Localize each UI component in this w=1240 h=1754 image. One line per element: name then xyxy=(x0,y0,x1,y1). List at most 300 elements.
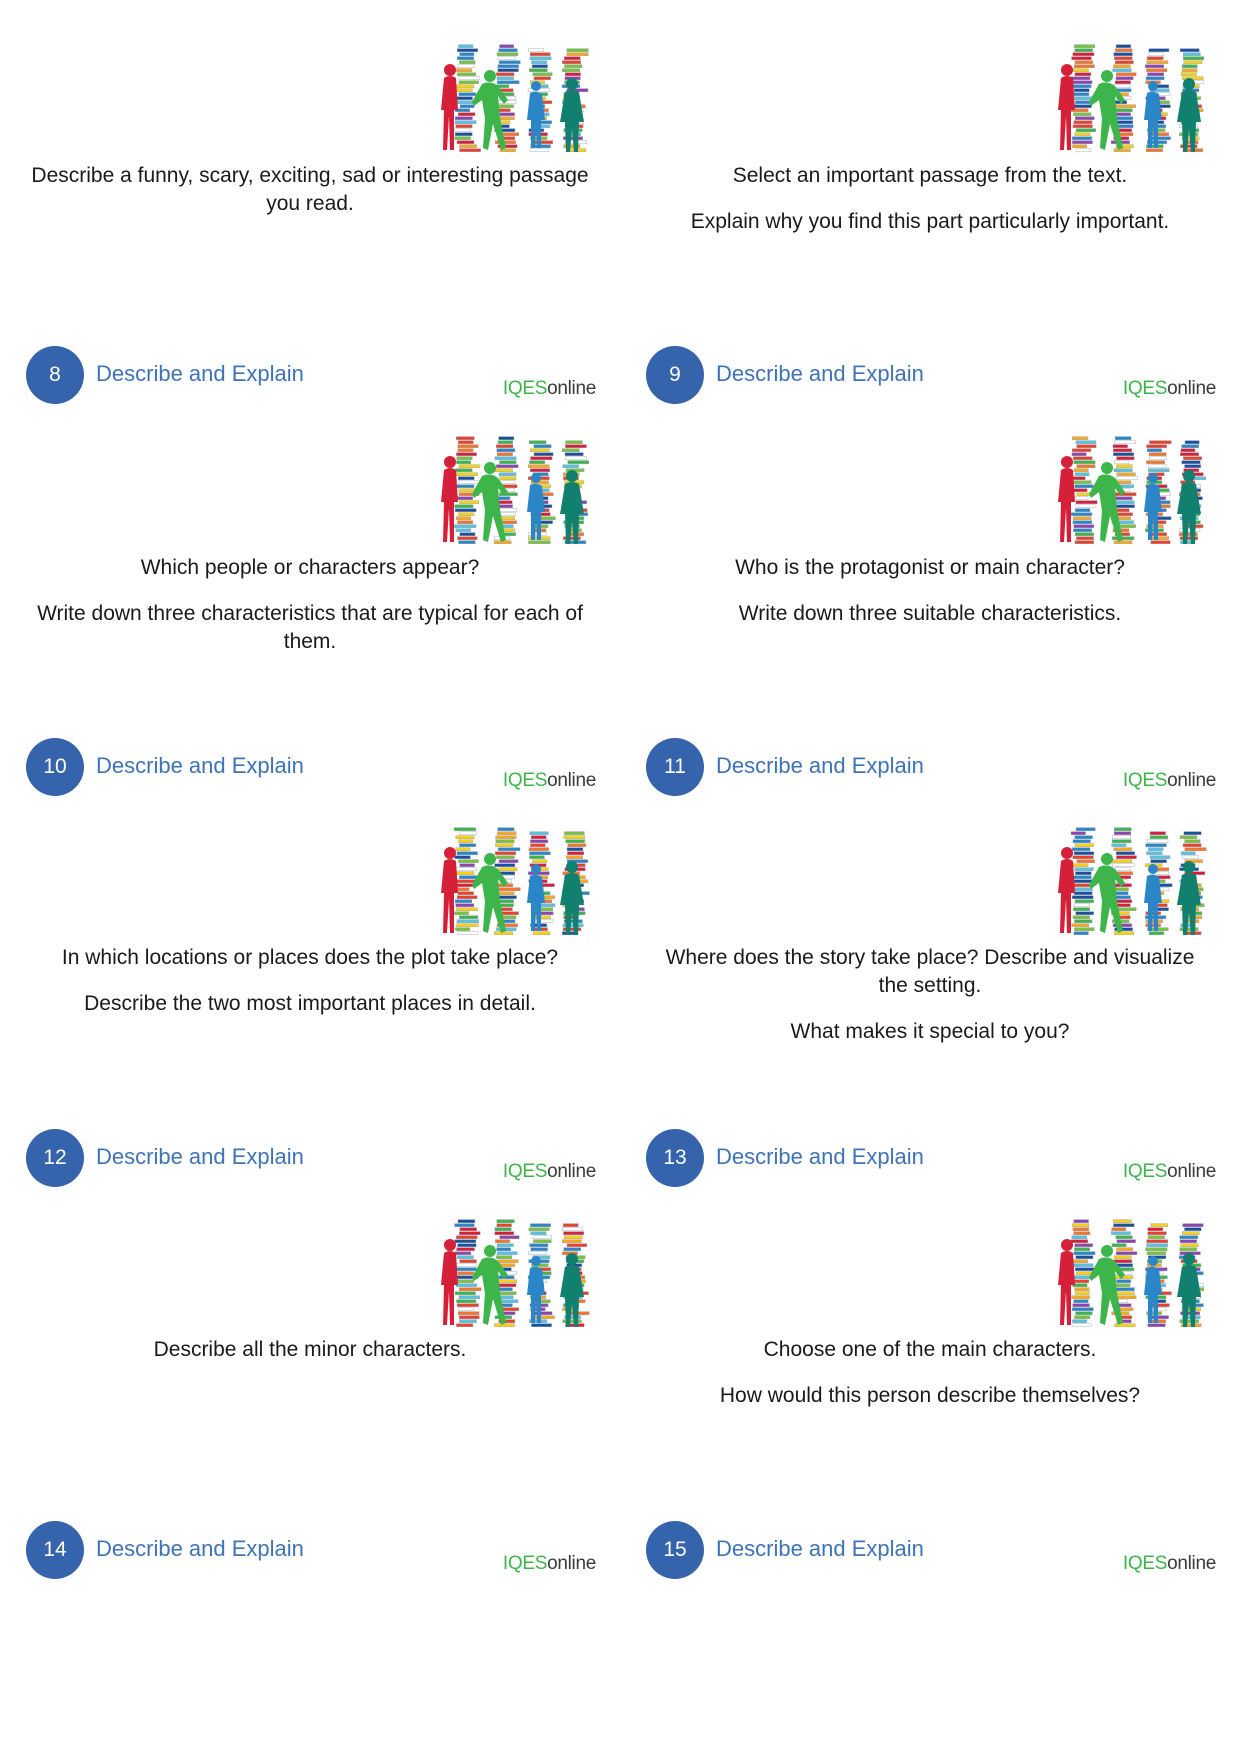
book xyxy=(1116,852,1134,855)
book xyxy=(497,53,518,56)
book xyxy=(456,924,478,927)
book xyxy=(1075,73,1091,76)
book xyxy=(1073,856,1094,859)
book xyxy=(1075,868,1094,871)
book xyxy=(459,876,478,879)
book xyxy=(495,469,513,472)
book xyxy=(456,868,476,871)
book xyxy=(1149,49,1169,52)
book xyxy=(1147,852,1163,855)
book xyxy=(459,1320,476,1323)
book xyxy=(567,49,589,52)
book xyxy=(563,1224,578,1227)
book xyxy=(1115,505,1135,508)
book xyxy=(1117,473,1136,476)
book xyxy=(567,1244,587,1247)
book xyxy=(1148,1232,1167,1235)
book xyxy=(455,900,472,903)
book xyxy=(1150,537,1169,540)
book xyxy=(1072,1296,1090,1299)
book xyxy=(495,864,515,867)
readers-with-book-stacks-icon xyxy=(1055,40,1215,158)
card-footer xyxy=(26,1521,596,1581)
book xyxy=(1074,920,1092,923)
book xyxy=(1075,1292,1089,1295)
book xyxy=(1073,529,1091,532)
book xyxy=(498,57,516,60)
book xyxy=(531,457,553,460)
brand-part1: IQES xyxy=(1122,378,1168,399)
book xyxy=(529,441,546,444)
book xyxy=(1076,129,1096,132)
brand-part1: IQES xyxy=(502,1553,548,1574)
book xyxy=(495,844,512,847)
card-prompt xyxy=(30,162,590,218)
book xyxy=(460,1260,477,1263)
prompt-paragraph: Write down three characteristics that are typical for each of them. xyxy=(37,602,583,653)
book xyxy=(460,864,475,867)
book xyxy=(1146,924,1161,927)
book xyxy=(1185,441,1199,444)
book xyxy=(1181,1244,1199,1247)
book xyxy=(1074,892,1092,895)
book xyxy=(1076,501,1097,504)
book xyxy=(1075,836,1093,839)
book xyxy=(1147,1240,1168,1243)
book xyxy=(1115,61,1133,64)
book xyxy=(568,461,589,464)
book xyxy=(530,149,549,152)
book xyxy=(1074,1248,1089,1251)
book xyxy=(496,1256,512,1259)
book xyxy=(1116,45,1131,48)
book xyxy=(1113,69,1132,72)
book xyxy=(1181,449,1195,452)
prompt-paragraph: Who is the protagonist or main character? xyxy=(735,556,1125,579)
book xyxy=(1185,848,1206,851)
book xyxy=(455,121,476,124)
book xyxy=(1148,1228,1163,1231)
book xyxy=(1075,49,1093,52)
book xyxy=(1076,1312,1093,1315)
book xyxy=(496,856,514,859)
book xyxy=(1116,73,1136,76)
book xyxy=(1114,469,1132,472)
book xyxy=(1116,477,1137,480)
book xyxy=(529,1228,549,1231)
book xyxy=(456,848,470,851)
book xyxy=(1182,461,1201,464)
book xyxy=(533,73,552,76)
book xyxy=(1074,1252,1095,1255)
task-card-13 xyxy=(620,783,1240,1221)
book xyxy=(1074,880,1092,883)
book xyxy=(562,449,579,452)
book xyxy=(458,1220,475,1223)
card-category: Describe and Explain xyxy=(716,361,924,386)
brand-part2: online xyxy=(1167,770,1216,791)
book xyxy=(1072,449,1091,452)
book xyxy=(497,77,514,80)
book xyxy=(1072,848,1090,851)
book xyxy=(529,1252,546,1255)
book xyxy=(498,848,520,851)
book xyxy=(1076,441,1096,444)
book xyxy=(533,1236,552,1239)
book xyxy=(1073,125,1093,128)
book xyxy=(1116,465,1132,468)
book xyxy=(1147,445,1167,448)
book xyxy=(1114,461,1129,464)
prompt-paragraph: Select an important passage from the text. xyxy=(732,164,1128,187)
book xyxy=(456,97,472,100)
book xyxy=(1182,69,1197,72)
prompt-paragraph: Describe all the minor characters. xyxy=(153,1338,467,1361)
book xyxy=(455,1252,471,1255)
prompt-paragraph: Choose one of the main characters. xyxy=(763,1338,1097,1361)
book xyxy=(1181,852,1195,855)
book xyxy=(530,53,550,56)
book xyxy=(564,832,584,835)
book xyxy=(1147,1252,1166,1255)
book xyxy=(1077,860,1095,863)
prompt-paragraph: What makes it special to you? xyxy=(790,1020,1070,1043)
book xyxy=(532,65,547,68)
task-card-12 xyxy=(0,783,620,1221)
book xyxy=(1185,465,1201,468)
book xyxy=(458,513,474,516)
book xyxy=(1072,145,1086,148)
book xyxy=(1114,832,1131,835)
card-category: Describe and Explain xyxy=(96,1144,304,1169)
book xyxy=(455,89,472,92)
book xyxy=(458,892,474,895)
book xyxy=(1112,860,1132,863)
book xyxy=(459,93,476,96)
book xyxy=(1075,509,1090,512)
book xyxy=(497,1252,517,1255)
book xyxy=(1114,149,1130,152)
book xyxy=(457,1256,473,1259)
book xyxy=(457,872,475,875)
book xyxy=(1075,541,1094,544)
book xyxy=(457,457,473,460)
book xyxy=(459,840,473,843)
book xyxy=(458,445,478,448)
book xyxy=(1074,121,1092,124)
task-card-14 xyxy=(0,1175,620,1613)
book xyxy=(1111,1232,1130,1235)
book xyxy=(531,1232,547,1235)
red-reader-figure xyxy=(1058,456,1075,542)
card-number-badge: 12 xyxy=(26,1129,84,1187)
book xyxy=(500,1236,520,1239)
book xyxy=(531,836,546,839)
book xyxy=(1116,117,1133,120)
book xyxy=(498,117,514,120)
book xyxy=(1115,437,1131,440)
book xyxy=(1073,457,1092,460)
book xyxy=(457,1300,477,1303)
book xyxy=(1150,832,1166,835)
card-prompt xyxy=(650,1336,1210,1410)
book xyxy=(1181,73,1197,76)
book xyxy=(1072,1224,1089,1227)
book xyxy=(457,141,474,144)
book xyxy=(1072,924,1089,927)
book xyxy=(562,61,581,64)
card-number-badge: 9 xyxy=(646,346,704,404)
book xyxy=(1115,896,1130,899)
card-number-badge: 15 xyxy=(646,1521,704,1579)
book xyxy=(459,1308,474,1311)
book xyxy=(567,852,583,855)
card-number-badge: 14 xyxy=(26,1521,84,1579)
book xyxy=(1148,848,1163,851)
book xyxy=(1183,1224,1204,1227)
book xyxy=(529,852,550,855)
book xyxy=(1073,113,1091,116)
book xyxy=(498,65,519,68)
book xyxy=(1114,1256,1131,1259)
book xyxy=(1145,1248,1167,1251)
brand-part2: online xyxy=(547,1553,596,1574)
book xyxy=(1115,493,1137,496)
brand-part2: online xyxy=(547,378,596,399)
book xyxy=(1074,852,1094,855)
brand-part1: IQES xyxy=(502,378,548,399)
book xyxy=(456,437,474,440)
book xyxy=(459,1316,479,1319)
card-category: Describe and Explain xyxy=(716,753,924,778)
book xyxy=(1112,836,1130,839)
book xyxy=(458,449,473,452)
red-reader-figure xyxy=(441,847,458,933)
task-card-8 xyxy=(0,0,620,438)
readers-with-book-stacks-icon xyxy=(438,1215,598,1333)
book xyxy=(1147,840,1168,843)
book xyxy=(1072,57,1092,60)
book xyxy=(499,860,518,863)
book xyxy=(496,445,513,448)
book xyxy=(457,1248,475,1251)
book xyxy=(1146,461,1164,464)
book xyxy=(1147,57,1163,60)
book xyxy=(499,904,514,907)
book xyxy=(1076,149,1091,152)
book xyxy=(1074,45,1094,48)
book xyxy=(1115,49,1132,52)
prompt-paragraph: In which locations or places does the plot take place? xyxy=(61,946,559,969)
book xyxy=(1146,844,1167,847)
book xyxy=(1073,85,1091,88)
book xyxy=(456,473,477,476)
book xyxy=(567,848,583,851)
book xyxy=(457,1244,476,1247)
book xyxy=(530,1224,550,1227)
book xyxy=(530,832,549,835)
book xyxy=(459,1288,481,1291)
book xyxy=(1149,453,1166,456)
red-reader-figure xyxy=(1058,847,1075,933)
book xyxy=(460,105,474,108)
readers-with-book-stacks-icon xyxy=(1055,823,1215,941)
card-number-badge: 13 xyxy=(646,1129,704,1187)
book xyxy=(1150,856,1170,859)
prompt-paragraph: Explain why you find this part particularly important. xyxy=(690,210,1170,233)
book xyxy=(499,437,514,440)
book xyxy=(458,477,474,480)
book xyxy=(1112,844,1126,847)
book xyxy=(1115,1324,1136,1327)
book xyxy=(500,1300,518,1303)
book xyxy=(533,1240,551,1243)
book xyxy=(1114,848,1132,851)
book xyxy=(1076,1256,1093,1259)
book xyxy=(456,1284,476,1287)
book xyxy=(1116,1252,1137,1255)
book xyxy=(496,928,516,931)
book xyxy=(1182,65,1197,68)
book xyxy=(1114,932,1133,935)
book xyxy=(1075,117,1094,120)
book xyxy=(457,1304,478,1307)
book xyxy=(459,81,479,84)
brand-part1: IQES xyxy=(1122,1161,1168,1182)
book xyxy=(496,840,515,843)
card-prompt xyxy=(30,554,590,656)
book xyxy=(1112,840,1131,843)
book xyxy=(497,1220,515,1223)
book xyxy=(1151,1320,1166,1323)
book xyxy=(1077,445,1097,448)
book xyxy=(454,1264,476,1267)
book xyxy=(497,1224,512,1227)
book xyxy=(456,461,470,464)
book xyxy=(1180,1240,1197,1243)
book xyxy=(456,1324,472,1327)
book xyxy=(1076,505,1095,508)
book xyxy=(1071,1240,1088,1243)
book xyxy=(497,449,515,452)
book xyxy=(1076,828,1095,831)
book xyxy=(454,525,476,528)
book xyxy=(456,517,471,520)
book xyxy=(499,868,517,871)
book xyxy=(1072,1236,1087,1239)
book xyxy=(500,45,514,48)
book xyxy=(1150,457,1167,460)
book xyxy=(457,896,477,899)
book xyxy=(1071,77,1090,80)
book xyxy=(1180,928,1198,931)
book xyxy=(499,473,516,476)
book xyxy=(1073,1264,1093,1267)
book xyxy=(565,453,583,456)
book xyxy=(1074,525,1094,528)
book xyxy=(563,465,579,468)
book xyxy=(1146,77,1164,80)
book xyxy=(1074,1300,1089,1303)
book xyxy=(500,509,517,512)
book xyxy=(458,441,473,444)
book xyxy=(1075,61,1093,64)
brand-part1: IQES xyxy=(502,770,548,791)
book xyxy=(456,485,474,488)
book xyxy=(1116,1236,1133,1239)
book xyxy=(1072,481,1092,484)
book xyxy=(1075,1244,1093,1247)
book xyxy=(529,541,551,544)
book xyxy=(529,848,549,851)
readers-with-book-stacks-icon xyxy=(438,40,598,158)
book xyxy=(534,77,551,80)
book xyxy=(1151,541,1170,544)
book xyxy=(498,828,514,831)
book xyxy=(1148,1324,1166,1327)
book xyxy=(458,113,475,116)
brand-part2: online xyxy=(1167,1553,1216,1574)
book xyxy=(495,141,516,144)
book xyxy=(1113,445,1128,448)
brand-part2: online xyxy=(547,1161,596,1182)
readers-with-book-stacks-icon xyxy=(438,823,598,941)
book xyxy=(1114,1260,1132,1263)
book xyxy=(1075,133,1090,136)
book xyxy=(456,69,472,72)
book xyxy=(532,860,546,863)
book xyxy=(495,1240,509,1243)
book xyxy=(1114,541,1132,544)
book xyxy=(455,1292,475,1295)
book xyxy=(458,45,473,48)
book xyxy=(1072,896,1093,899)
book xyxy=(459,844,476,847)
book xyxy=(1149,53,1164,56)
book xyxy=(1073,1304,1090,1307)
book xyxy=(1072,81,1093,84)
book xyxy=(455,1224,475,1227)
card-number-badge: 10 xyxy=(26,738,84,796)
book xyxy=(1149,932,1164,935)
book xyxy=(1115,868,1130,871)
book xyxy=(1117,1248,1133,1251)
book xyxy=(1074,65,1094,68)
book xyxy=(1073,53,1094,56)
book xyxy=(1114,57,1132,60)
book xyxy=(564,1236,582,1239)
book xyxy=(566,457,587,460)
book xyxy=(1151,1224,1168,1227)
book xyxy=(456,1236,477,1239)
book xyxy=(1180,1320,1199,1323)
red-reader-figure xyxy=(1058,1239,1075,1325)
card-category: Describe and Explain xyxy=(96,361,304,386)
book xyxy=(1074,928,1094,931)
book xyxy=(1072,884,1089,887)
book xyxy=(1113,1224,1134,1227)
book xyxy=(564,1248,581,1251)
book xyxy=(494,1324,514,1327)
card-footer xyxy=(646,1521,1216,1581)
book xyxy=(454,912,468,915)
book xyxy=(1075,1316,1090,1319)
book xyxy=(460,53,474,56)
brand-part2: online xyxy=(1167,1161,1216,1182)
book xyxy=(455,856,471,859)
book xyxy=(1185,840,1201,843)
book xyxy=(459,61,475,64)
